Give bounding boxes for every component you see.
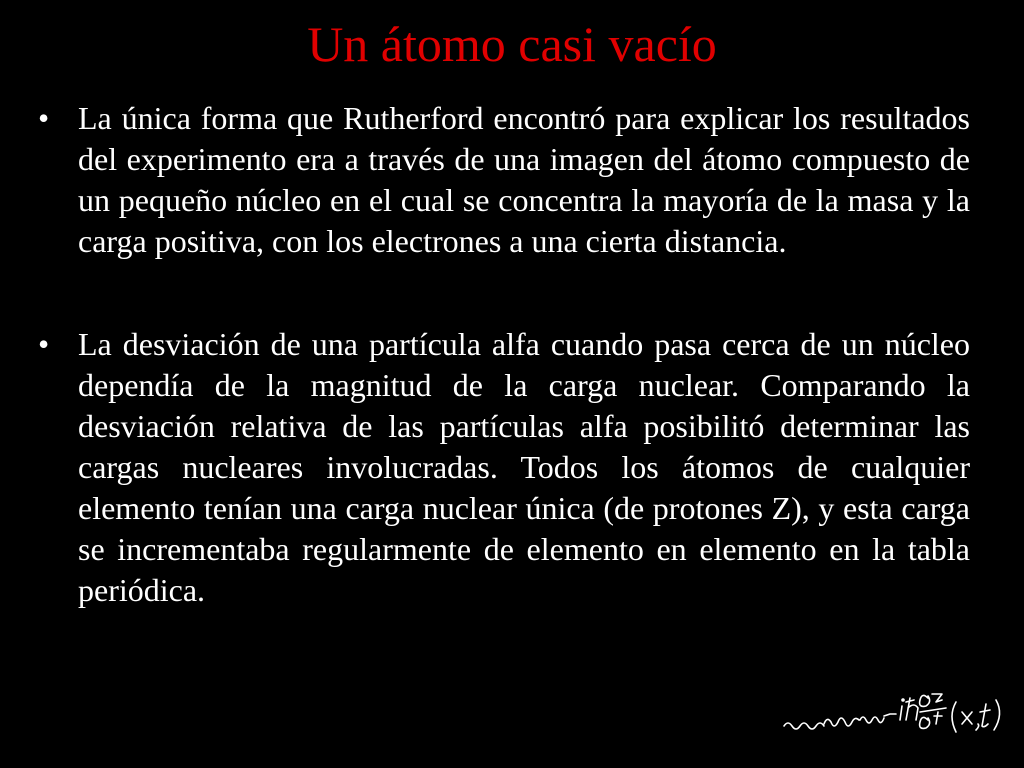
bullet-text: La desviación de una partícula alfa cuando pasa cerca de un núcleo dependía de la magnitud de la carga nuclear. Comparando la desviación relativa de las partículas alfa posibilitó determinar las cargas nucleares involucradas. Todos los átomos de cualquier elemento tenían una carga nuclear única (de protones Z), y esta carga se incrementaba regularmente de elemento en elemento en la tabla periódica. xyxy=(78,326,970,608)
schrodinger-equation-icon xyxy=(780,690,1012,746)
bullet-list xyxy=(38,98,970,611)
bullet-dot-icon: • xyxy=(38,326,50,362)
bullet-text: La única forma que Rutherford encontró para explicar los resultados del experimento era a través de una imagen del átomo compuesto de un pequeño núcleo en el cual se concentra la mayoría de la masa y la carga positiva, con los electrones a una cierta distancia. xyxy=(78,100,970,259)
bullet-dot-icon: • xyxy=(38,100,50,136)
slide-title: Un átomo casi vacío xyxy=(307,16,717,72)
bullet-item xyxy=(38,98,970,262)
bullet-item xyxy=(38,324,970,611)
